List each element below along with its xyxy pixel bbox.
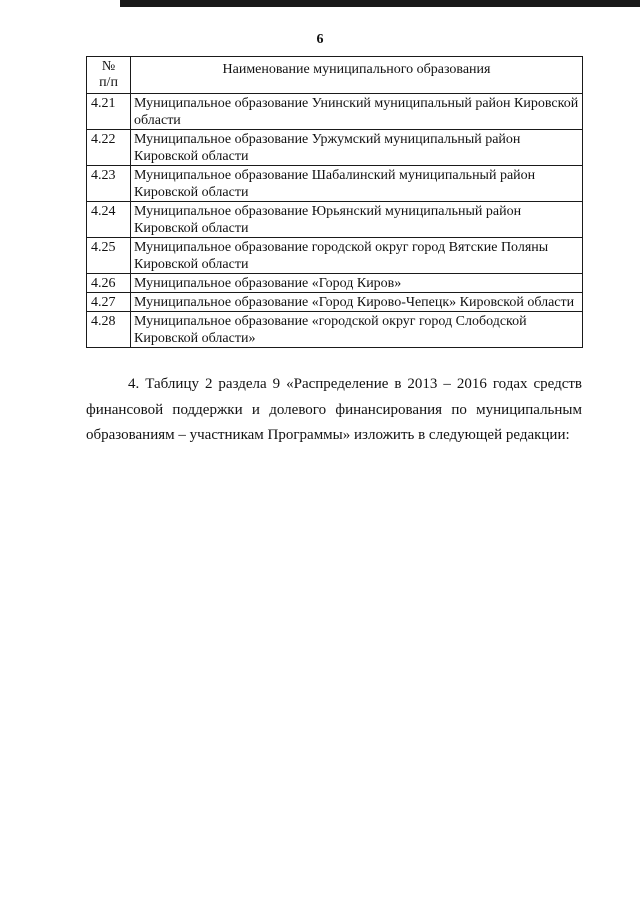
page-number: 6 bbox=[316, 32, 324, 47]
row-number: 4.26 bbox=[87, 274, 131, 293]
table-row bbox=[87, 166, 583, 202]
row-name: Муниципальное образование «Город Кирово-Чепецк» Кировской области bbox=[131, 293, 583, 312]
column-header-number-line2: п/п bbox=[99, 75, 118, 90]
column-header-number-line1: № bbox=[101, 59, 116, 74]
row-name: Муниципальное образование Юрьянский муниципальный район Кировской области bbox=[131, 202, 583, 238]
table-row bbox=[87, 130, 583, 166]
row-number: 4.25 bbox=[87, 238, 131, 274]
row-number: 4.24 bbox=[87, 202, 131, 238]
row-number: 4.21 bbox=[87, 94, 131, 130]
row-number: 4.22 bbox=[87, 130, 131, 166]
row-name: Муниципальное образование «городской округ город Слободской Кировской области» bbox=[131, 312, 583, 348]
row-name: Муниципальное образование городской округ город Вятские Поляны Кировской области bbox=[131, 238, 583, 274]
table-row bbox=[87, 202, 583, 238]
top-rule bbox=[120, 0, 640, 7]
column-header-number bbox=[87, 57, 131, 94]
table-row bbox=[87, 293, 583, 312]
row-name: Муниципальное образование «Город Киров» bbox=[131, 274, 583, 293]
table-header-row bbox=[87, 57, 583, 94]
row-name: Муниципальное образование Шабалинский муниципальный район Кировской области bbox=[131, 166, 583, 202]
table-row bbox=[87, 274, 583, 293]
table-row bbox=[87, 94, 583, 130]
body-paragraph: 4. Таблицу 2 раздела 9 «Распределение в 2013 – 2016 годах средств финансовой поддержки и долевого финансирования по муниципальным образованиям – участникам Программы» изложить в следующей редакции: bbox=[86, 376, 582, 443]
municipality-table bbox=[86, 56, 583, 348]
table-row bbox=[87, 312, 583, 348]
row-name: Муниципальное образование Унинский муниципальный район Кировской области bbox=[131, 94, 583, 130]
row-name: Муниципальное образование Уржумский муниципальный район Кировской области bbox=[131, 130, 583, 166]
row-number: 4.23 bbox=[87, 166, 131, 202]
row-number: 4.27 bbox=[87, 293, 131, 312]
table-row bbox=[87, 238, 583, 274]
column-header-name: Наименование муниципального образования bbox=[131, 57, 583, 94]
row-number: 4.28 bbox=[87, 312, 131, 348]
